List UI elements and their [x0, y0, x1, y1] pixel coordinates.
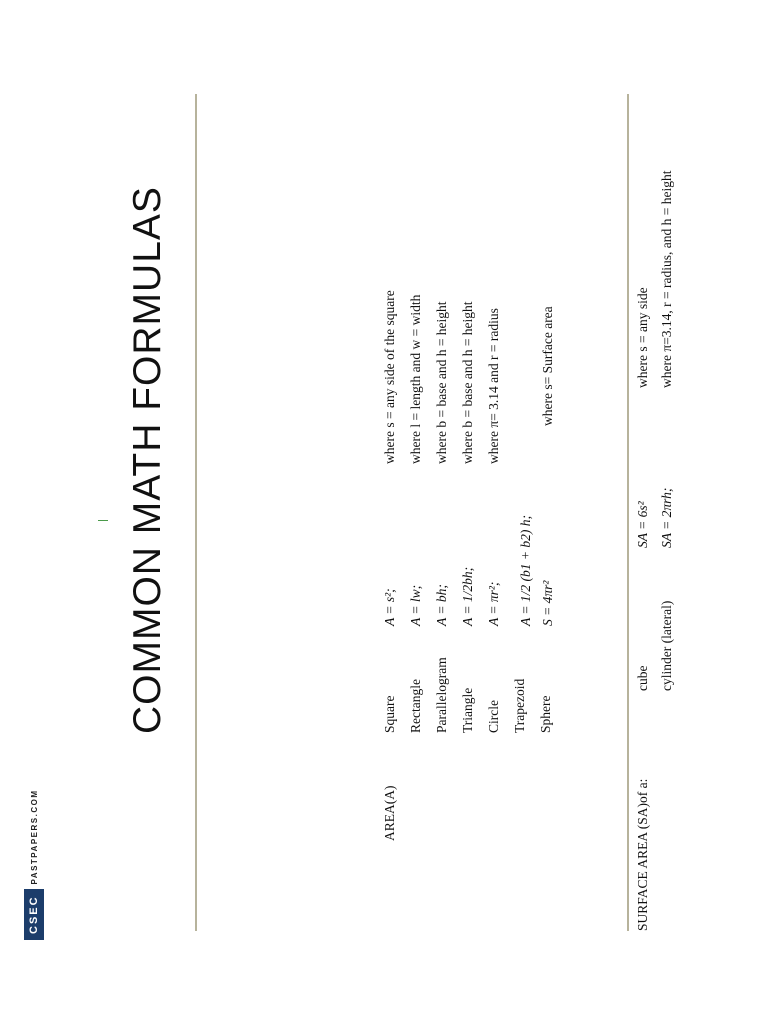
area-formula-square: A = s²;	[382, 588, 397, 626]
logo-text: PASTPAPERS.COM	[29, 789, 39, 885]
area-formula-circle: A = πr²;	[486, 581, 501, 626]
sa-formula-cylinder: SA = 2πrh;	[659, 487, 674, 548]
marker-line	[98, 520, 108, 521]
area-shape-square: Square	[382, 695, 397, 733]
top-divider	[195, 94, 197, 931]
area-shape-triangle: Triangle	[460, 687, 475, 733]
area-heading: AREA(A)	[382, 785, 397, 841]
area-formula-rectangle: A = lw;	[408, 584, 423, 626]
page-title: COMMON MATH FORMULAS	[126, 186, 169, 734]
sa-shape-cube: cube	[635, 665, 650, 691]
area-note-square: where s = any side of the square	[382, 290, 397, 464]
area-note-triangle: where b = base and h = height	[460, 301, 475, 464]
area-note-rectangle: where l = length and w = width	[408, 294, 423, 464]
area-formula-sphere: S = 4πr²	[540, 580, 555, 626]
logo-box: CSEC	[24, 889, 44, 940]
area-formula-trapezoid: A = 1/2 (b1 + b2) h;	[518, 515, 533, 626]
area-shape-trapezoid: Trapezoid	[512, 678, 527, 733]
area-shape-rectangle: Rectangle	[408, 679, 423, 733]
area-shape-circle: Circle	[486, 700, 501, 733]
sa-formula-cube: SA = 6s²	[635, 501, 650, 548]
area-formula-parallelogram: A = bh;	[434, 584, 449, 626]
area-note-circle: where π= 3.14 and r = radius	[486, 308, 501, 464]
area-formula-triangle: A = 1/2bh;	[460, 566, 475, 626]
csec-logo	[24, 790, 44, 941]
sa-note-cube: where s = any side	[635, 287, 650, 388]
surface-area-heading: SURFACE AREA (SA)of a:	[635, 778, 650, 931]
area-note-parallelogram: where b = base and h = height	[434, 301, 449, 464]
sa-shape-cylinder: cylinder (lateral)	[659, 600, 674, 691]
bottom-divider	[627, 94, 629, 931]
sa-note-cylinder: where π=3.14, r = radius, and h = height	[659, 170, 674, 388]
area-note-sphere: where s= Surface area	[540, 306, 555, 426]
area-shape-parallelogram: Parallelogram	[434, 657, 449, 733]
area-shape-sphere: Sphere	[538, 695, 553, 733]
